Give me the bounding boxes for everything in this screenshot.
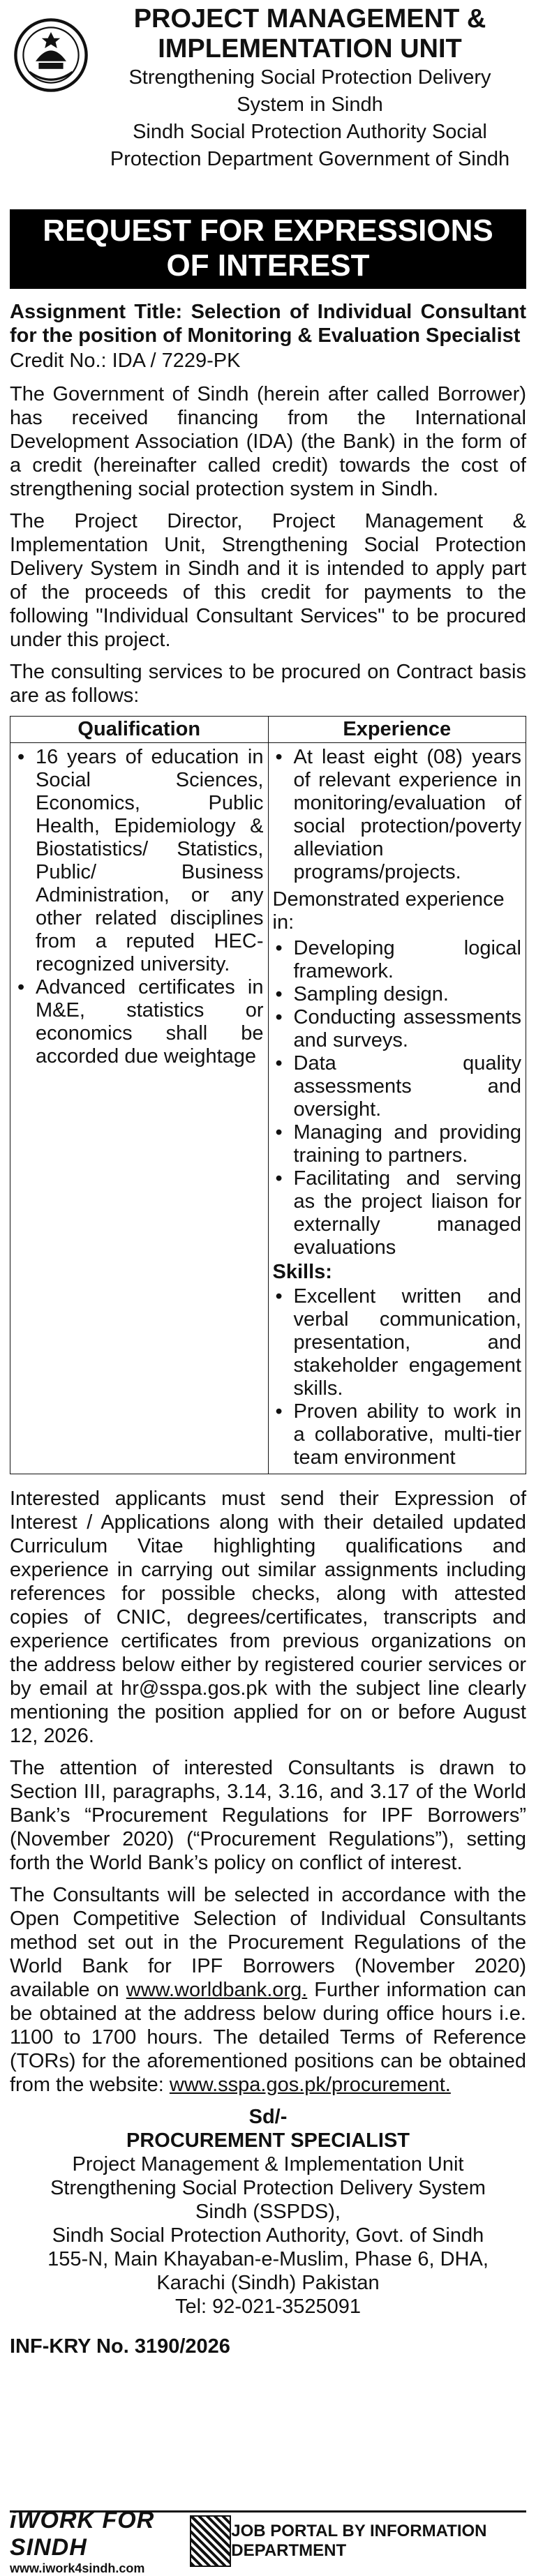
sindh-government-seal-icon: [13, 17, 89, 93]
paragraph-application: Interested applicants must send their Expression of Interest / Applications along with their detailed updated Curriculum Vitae highlighting qualifications and experience in carrying out similar assignments including references for possible checks, along with attested copies of CNIC, degrees/certificates, transcripts and experience certificates from previous organizations on the address below either by registered courier services or by email at hr@sspa.gos.pk with the subject line clearly mentioning the position applied for on or before August 12, 2026.: [10, 1488, 526, 1747]
paragraph-selection: [10, 1883, 526, 2097]
qualification-cell: [10, 743, 269, 1474]
qualification-item: • Advanced certificates in M&E, statistics or economics shall be accorded due weightage: [36, 976, 264, 1068]
header: [10, 0, 526, 209]
footer-branding: [10, 2507, 190, 2576]
paragraph-project-director: The Project Director, Project Management & Implementation Unit, Strengthening Social Protection Delivery System in Sindh and it is intended to apply part of the proceeds of this credit for payments to the following "Individual Consultant Services" to be procured under this project.: [10, 510, 526, 651]
demonstrated-item: • Sampling design.: [294, 983, 522, 1006]
header-sub-line4: Protection Department Government of Sindh: [110, 148, 510, 170]
skill-item: • Excellent written and verbal communication, presentation, and stakeholder engagement skills.: [294, 1285, 522, 1400]
signature-line: Sindh (SSPDS),: [195, 2201, 341, 2223]
header-title-line1: PROJECT MANAGEMENT &: [133, 4, 486, 33]
demonstrated-label: Demonstrated experience in:: [272, 888, 505, 934]
selection-text-b: Further information can be obtained at the address below during office hours i.e. 1100 to 1700 hours. The detailed Terms of Reference (TORs) for the aforementioned positions can be obtained from the website:: [10, 1979, 526, 2096]
skill-item: • Proven ability to work in a collaborative, multi-tier team environment: [294, 1400, 522, 1469]
signature-line: Strengthening Social Protection Delivery System: [50, 2177, 486, 2199]
signature-sd: Sd/-: [248, 2106, 288, 2128]
credit-number: Credit No.: IDA / 7229-PK: [10, 350, 241, 372]
header-sub-line1: Strengthening Social Protection Delivery: [128, 66, 491, 89]
demonstrated-item: • Facilitating and serving as the project liaison for externally managed evaluations: [294, 1167, 522, 1259]
banner-line1: REQUEST FOR EXPRESSIONS: [43, 214, 493, 248]
assignment-title: Assignment Title: Selection of Individual Consultant for the position of Monitoring & Evaluation Specialist: [10, 301, 526, 347]
demonstrated-item: • Managing and providing training to partners.: [294, 1121, 522, 1167]
header-experience: Experience: [268, 717, 526, 743]
requirements-table: [10, 716, 526, 1474]
worldbank-link[interactable]: www.worldbank.org.: [126, 1979, 308, 2001]
signature-line: 155-N, Main Khayaban-e-Muslim, Phase 6, DHA,: [47, 2248, 489, 2270]
selection-text-a: The Consultants will be selected in accordance with the Open Competitive Selection of Individual Consultants method set out in the Procurement Regulations of the World Bank for IPF Borrowers (November 2020) available on: [10, 1884, 526, 2001]
footer-url[interactable]: www.iwork4sindh.com: [10, 2561, 145, 2575]
demonstrated-item: • Data quality assessments and oversight.: [294, 1052, 522, 1121]
qr-code-icon: [190, 2515, 231, 2567]
footer-brand: iWORK FOR SINDH: [10, 2506, 155, 2561]
experience-cell: [268, 743, 526, 1474]
inf-number: INF-KRY No. 3190/2026: [10, 2335, 230, 2358]
footer-portal-text: JOB PORTAL BY INFORMATION DEPARTMENT: [231, 2522, 487, 2560]
footer: [10, 2506, 526, 2575]
experience-item: • At least eight (08) years of relevant experience in monitoring/evaluation of social protection/poverty alleviation programs/projects.: [294, 746, 522, 884]
paragraph-conflict-of-interest: The attention of interested Consultants is drawn to Section III, paragraphs, 3.14, 3.16, and 3.17 of the World Bank’s “Procurement Regulations for IPF Borrowers” (November 2020) (“Procurement Regulations”), setting forth the World Bank’s policy on conflict of interest.: [10, 1757, 526, 1874]
paragraph-financing: The Government of Sindh (herein after called Borrower) has received financing from the International Development Association (IDA) (the Bank) in the form of a credit (hereinafter called credit) towards the cost of strengthening social protection system in Sindh.: [10, 383, 526, 500]
banner-line2: OF INTEREST: [166, 248, 370, 283]
header-text: [89, 4, 526, 173]
signature-line: Project Management & Implementation Unit: [72, 2153, 464, 2176]
qualification-item: • 16 years of education in Social Sciences, Economics, Public Health, Epidemiology & Biostatistics/ Statistics, Public/ Business Administration, or any other related disciplines from a reputed HEC-recognized university.: [36, 746, 264, 976]
header-qualification: Qualification: [10, 717, 269, 743]
paragraph-services: The consulting services to be procured on Contract basis are as follows:: [10, 661, 526, 707]
signature-title: PROCUREMENT SPECIALIST: [126, 2129, 410, 2152]
demonstrated-item: • Developing logical framework.: [294, 937, 522, 983]
signature-line: Karachi (Sindh) Pakistan: [156, 2272, 380, 2294]
skills-label: Skills:: [272, 1261, 332, 1283]
signature-block: [10, 2105, 526, 2319]
sspa-procurement-link[interactable]: www.sspa.gos.pk/procurement.: [169, 2074, 451, 2096]
eoi-banner: [10, 209, 526, 289]
signature-phone: Tel: 92-021-3525091: [174, 2296, 362, 2318]
signature-line: Sindh Social Protection Authority, Govt. of Sindh: [52, 2224, 484, 2247]
header-sub-line2: System in Sindh: [237, 93, 383, 116]
header-title-line2: IMPLEMENTATION UNIT: [158, 34, 462, 63]
demonstrated-item: • Conducting assessments and surveys.: [294, 1006, 522, 1052]
header-sub-line3: Sindh Social Protection Authority Social: [133, 121, 487, 143]
